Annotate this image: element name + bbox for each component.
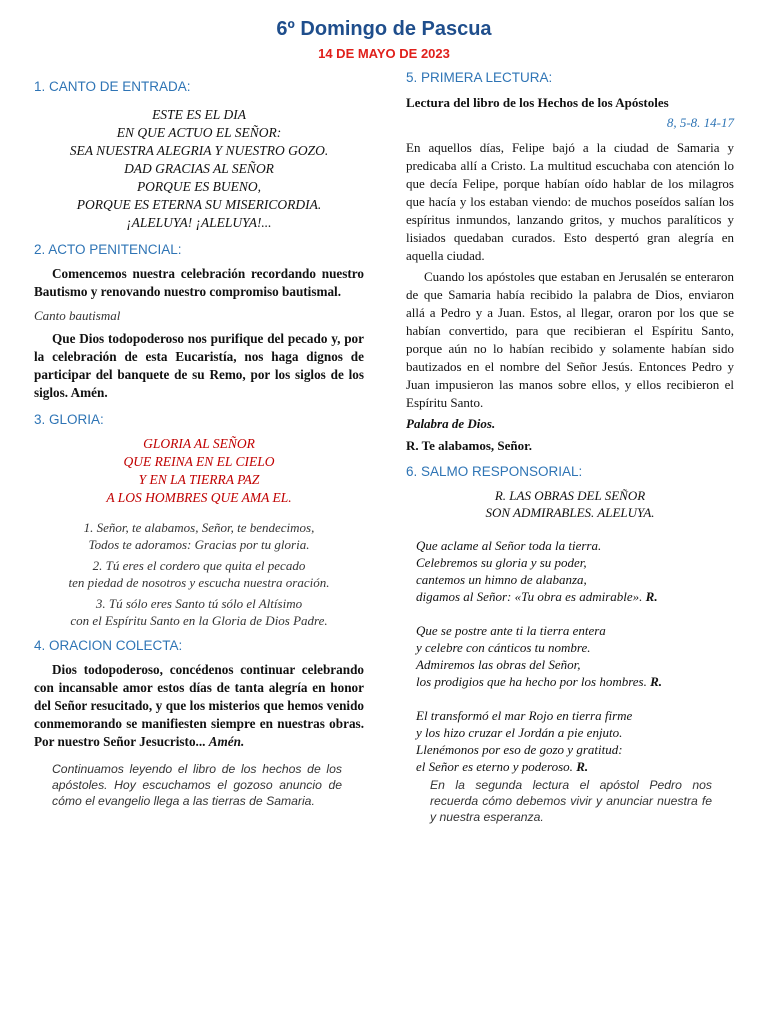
canto-line: PORQUE ES ETERNA SU MISERICORDIA. [76, 197, 322, 212]
gloria-verse-line: Todos te adoramos: Gracias por tu gloria. [88, 537, 310, 552]
salmo-refrain [406, 487, 734, 521]
page-date: 14 DE MAYO DE 2023 [318, 46, 450, 61]
salmo-r-marker: R. [576, 759, 589, 774]
canto-line: ESTE ES EL DIA [152, 107, 246, 122]
salmo-line: Que aclame al Señor toda la tierra. [416, 538, 602, 553]
gloria-line: GLORIA AL SEÑOR [143, 436, 255, 451]
salmo-line: Admiremos las obras del Señor, [416, 657, 581, 672]
salmo-line-text: digamos al Señor: «Tu obra es admirable». [416, 589, 643, 604]
salmo-line: Llenémonos por eso de gozo y gratitud: [416, 742, 623, 757]
salmo-line: y celebre con cánticos tu nombre. [416, 640, 591, 655]
section-heading-oracion-colecta: 4. ORACION COLECTA: [34, 638, 183, 653]
oracion-colecta-prayer [34, 661, 364, 751]
lectura-reference: 8, 5-8. 14-17 [666, 115, 734, 130]
salmo-line [416, 588, 734, 605]
section-heading-gloria: 3. GLORIA: [34, 412, 104, 427]
salmo-note: En la segunda lectura el apóstol Pedro nos recuerda cómo debemos vivir y anunciar nuestra fe y nuestra esperanza. [430, 778, 712, 824]
gloria-verse-line: con el Espíritu Santo en la Gloria de Dios Padre. [70, 613, 328, 628]
gloria-verse-line: 3. Tú sólo eres Santo tú sólo el Altísimo [95, 596, 303, 611]
salmo-stanza-2 [416, 622, 734, 690]
canto-line: PORQUE ES BUENO, [136, 179, 262, 194]
canto-line: ¡ALELUYA! ¡ALELUYA!... [126, 215, 272, 230]
canto-line: EN QUE ACTUO EL SEÑOR: [116, 125, 282, 140]
section-heading-salmo: 6. SALMO RESPONSORIAL: [406, 464, 583, 479]
section-heading-primera-lectura: 5. PRIMERA LECTURA: [406, 70, 553, 85]
canto-bautismal-label: Canto bautismal [34, 308, 121, 323]
canto-line: DAD GRACIAS AL SEÑOR [124, 161, 274, 176]
salmo-line: El transformó el mar Rojo en tierra firme [416, 708, 633, 723]
salmo-line: Celebremos su gloria y su poder, [416, 555, 587, 570]
salmo-line: Que se postre ante ti la tierra entera [416, 623, 606, 638]
salmo-stanza-1 [416, 537, 734, 605]
salmo-line-text: los prodigios que ha hecho por los hombres. [416, 674, 647, 689]
salmo-line: cantemos un himno de alabanza, [416, 572, 587, 587]
salmo-stanza-3 [416, 707, 734, 775]
salmo-refrain-line: SON ADMIRABLES. ALELUYA. [485, 505, 655, 520]
salmo-line-text: el Señor es eterno y poderoso. [416, 759, 573, 774]
gloria-verse-line: 1. Señor, te alabamos, Señor, te bendecimos, [83, 520, 315, 535]
salmo-line [416, 758, 734, 775]
left-column [34, 68, 364, 809]
page-title: 6º Domingo de Pascua [276, 18, 492, 40]
oracion-colecta-note: Continuamos leyendo el libro de los hechos de los apóstoles. Hoy escuchamos el gozoso anuncio de cómo el evangelio llega a las tierras de Samaria. [52, 762, 342, 808]
salmo-line [416, 673, 734, 690]
section-heading-acto-penitencial: 2. ACTO PENITENCIAL: [34, 242, 182, 257]
gloria-line: A LOS HOMBRES QUE AMA EL. [106, 490, 292, 505]
salmo-line: y los hizo cruzar el Jordán a pie enjuto. [416, 725, 623, 740]
oracion-colecta-text: Dios todopoderoso, concédenos continuar celebrando con incansable amor estos días de tanta alegría en honor del Señor resucitado, y que los misterios que hemos venido conmemorando se manifiesten siempre en nuestras obras. Por nuestro Señor Jesucristo... [34, 662, 364, 749]
gloria-verse-line: ten piedad de nosotros y escucha nuestra oración. [68, 575, 330, 590]
gloria-verse-line: 2. Tú eres el cordero que quita el pecado [92, 558, 306, 573]
gloria-verses [34, 519, 364, 629]
gloria-line: QUE REINA EN EL CIELO [123, 454, 275, 469]
lectura-paragraph-1: En aquellos días, Felipe bajó a la ciudad de Samaria y predicaba allí a Cristo. La multitud escuchaba con atención lo que decía Felipe, porque habían oído hablar de los milagros que hacía y los estaban viendo: de muchos poseídos salían los espíritus inmundos, lanzando gritos, y muchos paralíticos y lisiados quedaban curados. Esto despertó gran alegría en aquella ciudad. [406, 140, 734, 263]
gloria-line: Y EN LA TIERRA PAZ [138, 472, 260, 487]
lectura-book: Lectura del libro de los Hechos de los Apóstoles [406, 95, 669, 110]
acto-penitencial-prayer: Que Dios todopoderoso nos purifique del pecado y, por la celebración de esta Eucaristía, nos haga dignos de participar del banquete de su Remo, por los siglos de los siglos. Amén. [34, 331, 364, 400]
canto-line: SEA NUESTRA ALEGRIA Y NUESTRO GOZO. [69, 143, 329, 158]
salmo-r-marker: R. [650, 674, 663, 689]
canto-entrada-text [34, 106, 364, 232]
gloria-refrain [34, 435, 364, 507]
salmo-r-marker: R. [645, 589, 658, 604]
acto-penitencial-intro: Comencemos nuestra celebración recordando nuestro Bautismo y renovando nuestro compromiso bautismal. [34, 266, 364, 299]
section-heading-canto-entrada: 1. CANTO DE ENTRADA: [34, 79, 191, 94]
amen-text: Amén. [208, 734, 245, 749]
salmo-refrain-line: R. LAS OBRAS DEL SEÑOR [494, 488, 646, 503]
palabra-de-dios: Palabra de Dios. [406, 416, 496, 431]
right-column [406, 68, 734, 825]
lectura-paragraph-2: Cuando los apóstoles que estaban en Jerusalén se enteraron de que Samaria había recibido la palabra de Dios, enviaron allá a Pedro y a Juan. Estos, al llegar, oraron por los que se habían convertido, para que recibieran el Espíritu Santo, porque aún no lo habían recibido y solamente habían sido bautizados en el nombre del Señor Jesús. Entonces Pedro y Juan impusieron las manos sobre ellos, y ellos recibieron el Espíritu Santo. [406, 269, 734, 410]
lectura-response: R. Te alabamos, Señor. [406, 438, 532, 453]
